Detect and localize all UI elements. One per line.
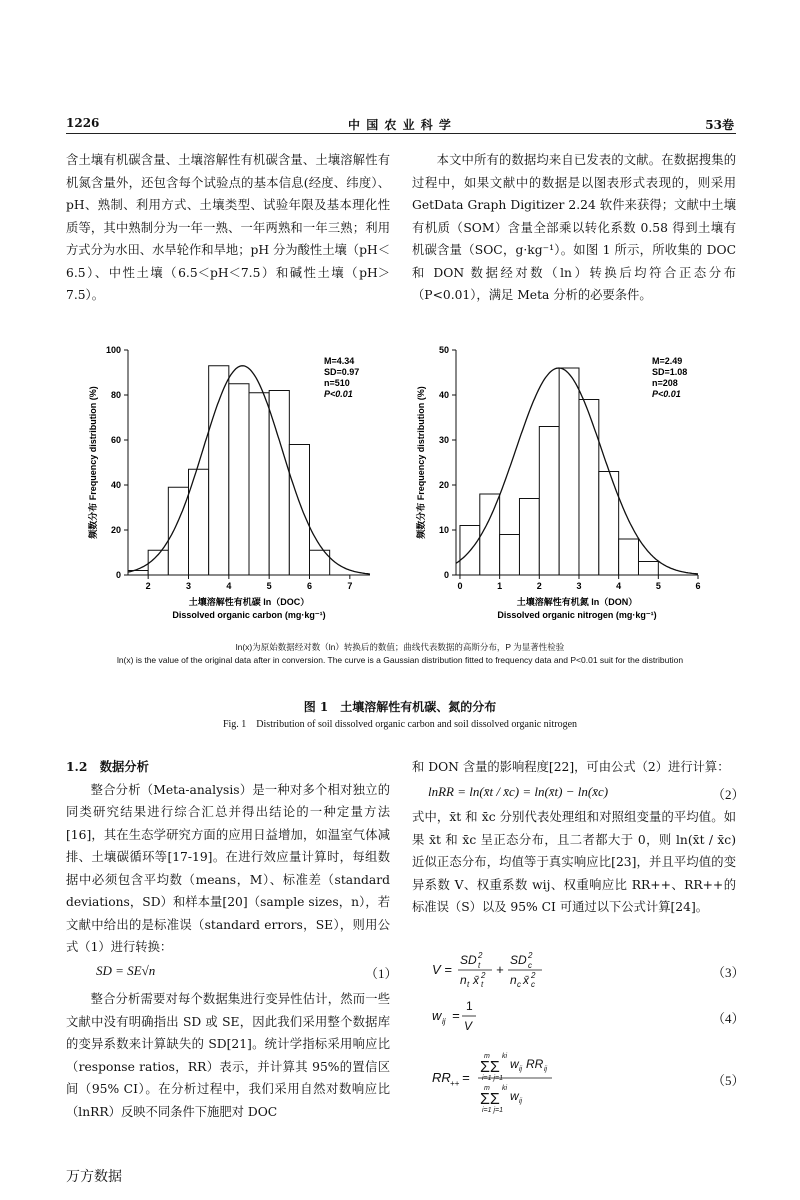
section-heading: 1.2 数据分析 <box>66 759 149 774</box>
x-tick-label: 2 <box>145 581 151 591</box>
histogram-bar <box>229 384 249 575</box>
journal-title: 中 国 农 业 科 学 <box>348 118 452 132</box>
y-axis-label: 频数分布 Frequency distribution (%) <box>88 386 98 539</box>
svg-text:=: = <box>452 1008 460 1023</box>
svg-text:1: 1 <box>466 999 473 1013</box>
left-bottom-column <box>66 756 390 959</box>
histogram-bar <box>480 494 500 575</box>
x-axis-label-cn: 土壤溶解性有机氮 ln（DON） <box>516 597 638 607</box>
y-axis-label: 频数分布 Frequency distribution (%) <box>416 386 426 539</box>
right-bottom-paragraph-1: 和 DON 含量的影响程度[22]，可由公式（2）进行计算： <box>412 760 730 774</box>
svg-text:w: w <box>510 1089 519 1103</box>
histogram-bar <box>249 393 269 575</box>
x-tick-label: 3 <box>185 581 192 591</box>
y-tick-label: 20 <box>110 525 121 535</box>
svg-text:SD: SD <box>460 953 477 967</box>
histogram-bar <box>168 487 188 575</box>
svg-text:ki: ki <box>502 1053 508 1060</box>
left-bottom-paragraph-2: 整合分析需要对每个数据集进行变异性估计，然而一些文献中没有明确指出 SD 或 SE，因此我们采用整个数据库的变异系数来计算缺失的 SD[21]。统计学指标采用响应比（response ratios，RR）表示，并计算其 95%的置信区间（95% CI）。在分析过程中，我们采用自然对数响应比（lnRR）反映不同条件下施肥对 DOC <box>66 992 390 1119</box>
svg-text:2: 2 <box>481 971 486 980</box>
left-top-paragraph: 含土壤有机碳含量、土壤溶解性有机碳含量、土壤溶解性有机氮含量外，还包含每个试验点的基本信息(经度、纬度）、pH、熟制、利用方式、土壤类型、试验年限及基本理化性质等，其中熟制分为一年一熟、一年两熟和一年三熟；利用方式分为水田、水旱轮作和旱地；pH 分为酸性土壤（pH＜6.5）、中性土壤（6.5＜pH＜7.5）和碱性土壤（pH＞7.5）。 <box>66 153 390 302</box>
svg-text:t: t <box>467 980 470 989</box>
svg-text:ij: ij <box>519 1066 523 1073</box>
stats-label: M=2.49 <box>652 356 683 366</box>
svg-text:m: m <box>484 1053 490 1060</box>
stats-label: SD=1.08 <box>652 367 688 377</box>
histogram-bar <box>599 472 619 576</box>
svg-text:ΣΣ: ΣΣ <box>480 1059 500 1076</box>
svg-text:m: m <box>484 1085 490 1092</box>
histogram-bar <box>500 535 520 576</box>
equation-1: SD = SE√n <box>96 963 156 978</box>
volume-label: 53卷 <box>705 118 734 132</box>
svg-text:ki: ki <box>502 1085 508 1092</box>
histogram-bar <box>559 368 579 575</box>
svg-text:2: 2 <box>528 951 533 960</box>
svg-text:ij: ij <box>519 1098 523 1105</box>
svg-text:c: c <box>531 980 535 989</box>
y-tick-label: 0 <box>115 570 121 580</box>
x-tick-label: 5 <box>266 581 272 591</box>
figure-title-en: Fig. 1 Distribution of soil dissolved organic carbon and soil dissolved organic nitrogen <box>222 719 578 730</box>
svg-text:t: t <box>481 980 484 989</box>
histogram-bar <box>539 427 559 576</box>
svg-text:i=1 j=1: i=1 j=1 <box>482 1107 504 1114</box>
y-tick-label: 10 <box>438 525 449 535</box>
left-top-column <box>66 149 390 307</box>
histogram-bar <box>289 445 309 576</box>
header-rule <box>66 133 736 134</box>
left-bottom-column-2 <box>66 988 390 1123</box>
svg-text:x̄: x̄ <box>473 973 479 987</box>
svg-text:i=1 j=1: i=1 j=1 <box>482 1075 504 1082</box>
x-tick-label: 5 <box>655 581 661 591</box>
x-tick-label: 0 <box>457 581 463 591</box>
y-tick-label: 60 <box>110 435 121 445</box>
svg-text:x̄: x̄ <box>523 973 529 987</box>
equation-2-number: （2） <box>712 787 745 802</box>
x-tick-label: 7 <box>347 581 353 591</box>
svg-text:V: V <box>464 1019 473 1033</box>
histogram-bar <box>638 562 658 576</box>
stats-label: P<0.01 <box>652 389 681 399</box>
svg-text:n: n <box>460 973 467 987</box>
x-axis-label-en: Dissolved organic carbon (mg·kg⁻¹) <box>172 610 326 620</box>
y-tick-label: 40 <box>110 480 121 490</box>
right-top-paragraph: 本文中所有的数据均来自已发表的文献。在数据搜集的过程中，如果文献中的数据是以图表形式表现的，则采用 GetData Graph Digitizer 2.24 软件来获得；文献中土壤有机质（SOM）含量全部乘以转化系数 0.58 得到土壤有机碳含量（SOC，g·kg⁻¹）。如图 1 所示，所收集的 DOC 和 DON 数据经对数（ln）转换后均符合正态分布（P<0.01），满足 Meta 分析的必要条件。 <box>412 153 736 302</box>
svg-text:=: = <box>462 1070 470 1085</box>
equation-1-number: （1） <box>365 966 398 981</box>
svg-text:SD: SD <box>510 953 527 967</box>
x-tick-label: 6 <box>306 581 313 591</box>
x-tick-label: 6 <box>695 581 701 591</box>
svg-text:RR: RR <box>432 1070 451 1085</box>
histogram-bar <box>579 400 599 576</box>
svg-text:c: c <box>517 980 521 989</box>
doc-histogram <box>80 340 400 630</box>
footer-watermark: 万方数据 <box>66 1169 122 1185</box>
figure-note-cn: ln(x)为原始数据经对数（ln）转换后的数值；曲线代表数据的高斯分布，P 为显著性检验 <box>235 642 565 652</box>
svg-text:++: ++ <box>450 1079 460 1088</box>
stats-label: M=4.34 <box>324 356 355 366</box>
histogram-bar <box>619 539 639 575</box>
x-axis-label-en: Dissolved organic nitrogen (mg·kg⁻¹) <box>497 610 657 620</box>
y-tick-label: 40 <box>438 390 449 400</box>
svg-text:ij: ij <box>442 1017 446 1026</box>
svg-text:w: w <box>432 1008 442 1023</box>
stats-label: SD=0.97 <box>324 367 360 377</box>
equation-3-number: （3） <box>712 965 745 980</box>
page-number: 1226 <box>66 116 100 130</box>
svg-text:RR: RR <box>526 1057 544 1071</box>
stats-label: n=510 <box>324 378 350 388</box>
equation-2: lnRR = ln(x̄t / x̄c) = ln(x̄t) − ln(x̄c) <box>428 784 609 799</box>
x-tick-label: 3 <box>576 581 582 591</box>
svg-text:n: n <box>510 973 517 987</box>
x-tick-label: 2 <box>536 581 542 591</box>
figure-title-cn: 图 1 土壤溶解性有机碳、氮的分布 <box>303 700 497 714</box>
x-tick-label: 4 <box>616 581 622 591</box>
right-bottom-column <box>412 756 736 779</box>
svg-text:w: w <box>510 1057 519 1071</box>
x-axis-label-cn: 土壤溶解性有机碳 ln（DOC） <box>188 597 310 607</box>
svg-text:c: c <box>528 961 532 970</box>
equation-4-number: （4） <box>712 1011 745 1026</box>
histogram-bar <box>519 499 539 576</box>
svg-text:2: 2 <box>531 971 536 980</box>
y-tick-label: 30 <box>438 435 449 445</box>
x-tick-label: 1 <box>497 581 503 591</box>
svg-text:V =: V = <box>432 962 452 977</box>
y-tick-label: 100 <box>105 345 121 355</box>
histogram-bar <box>209 366 229 575</box>
don-histogram <box>408 340 728 630</box>
y-tick-label: 0 <box>443 570 449 580</box>
y-tick-label: 50 <box>438 345 449 355</box>
equations-3-5 <box>420 946 736 1126</box>
svg-text:t: t <box>478 961 481 970</box>
svg-text:ij: ij <box>544 1066 548 1073</box>
stats-label: P<0.01 <box>324 389 353 399</box>
svg-text:+: + <box>496 962 504 977</box>
svg-text:ΣΣ: ΣΣ <box>480 1091 500 1108</box>
left-bottom-paragraph-1: 整合分析（Meta-analysis）是一种对多个相对独立的同类研究结果进行综合汇总并得出结论的一种定量方法[16]，其在生态学研究方面的应用日益增加，如温室气体减排、土壤碳循环等[17-19]。在进行效应量计算时，每组数据中必须包含平均数（means，M）、标准差（standard deviations，SD）和样本量[20]（sample sizes，n），若文献中给出的是标准误（standard errors，SE），则用公式（1）进行转换： <box>66 782 390 954</box>
x-tick-label: 4 <box>226 581 232 591</box>
stats-label: n=208 <box>652 378 678 388</box>
svg-text:2: 2 <box>478 951 483 960</box>
right-bottom-column-2 <box>412 806 736 919</box>
y-tick-label: 20 <box>438 480 449 490</box>
right-top-column <box>412 149 736 307</box>
right-bottom-paragraph-2: 式中，x̄t 和 x̄c 分别代表处理组和对照组变量的平均值。如果 x̄t 和 x̄c 呈正态分布，且二者都大于 0，则 ln(x̄t / x̄c) 近似正态分布，均值等于真实响应比[23]，并且平均值的变异系数 V、权重系数 wij、权重响应比 RR++、RR++的标准误（S）以及 95% CI 可通过以下公式计算[24]。 <box>412 810 736 914</box>
figure-note-en: ln(x) is the value of the original data after in conversion. The curve is a Gaussian distribution fitted to frequency data and P<0.01 suit for the distribution <box>116 655 684 665</box>
y-tick-label: 80 <box>110 390 121 400</box>
equation-5-number: （5） <box>712 1073 745 1088</box>
